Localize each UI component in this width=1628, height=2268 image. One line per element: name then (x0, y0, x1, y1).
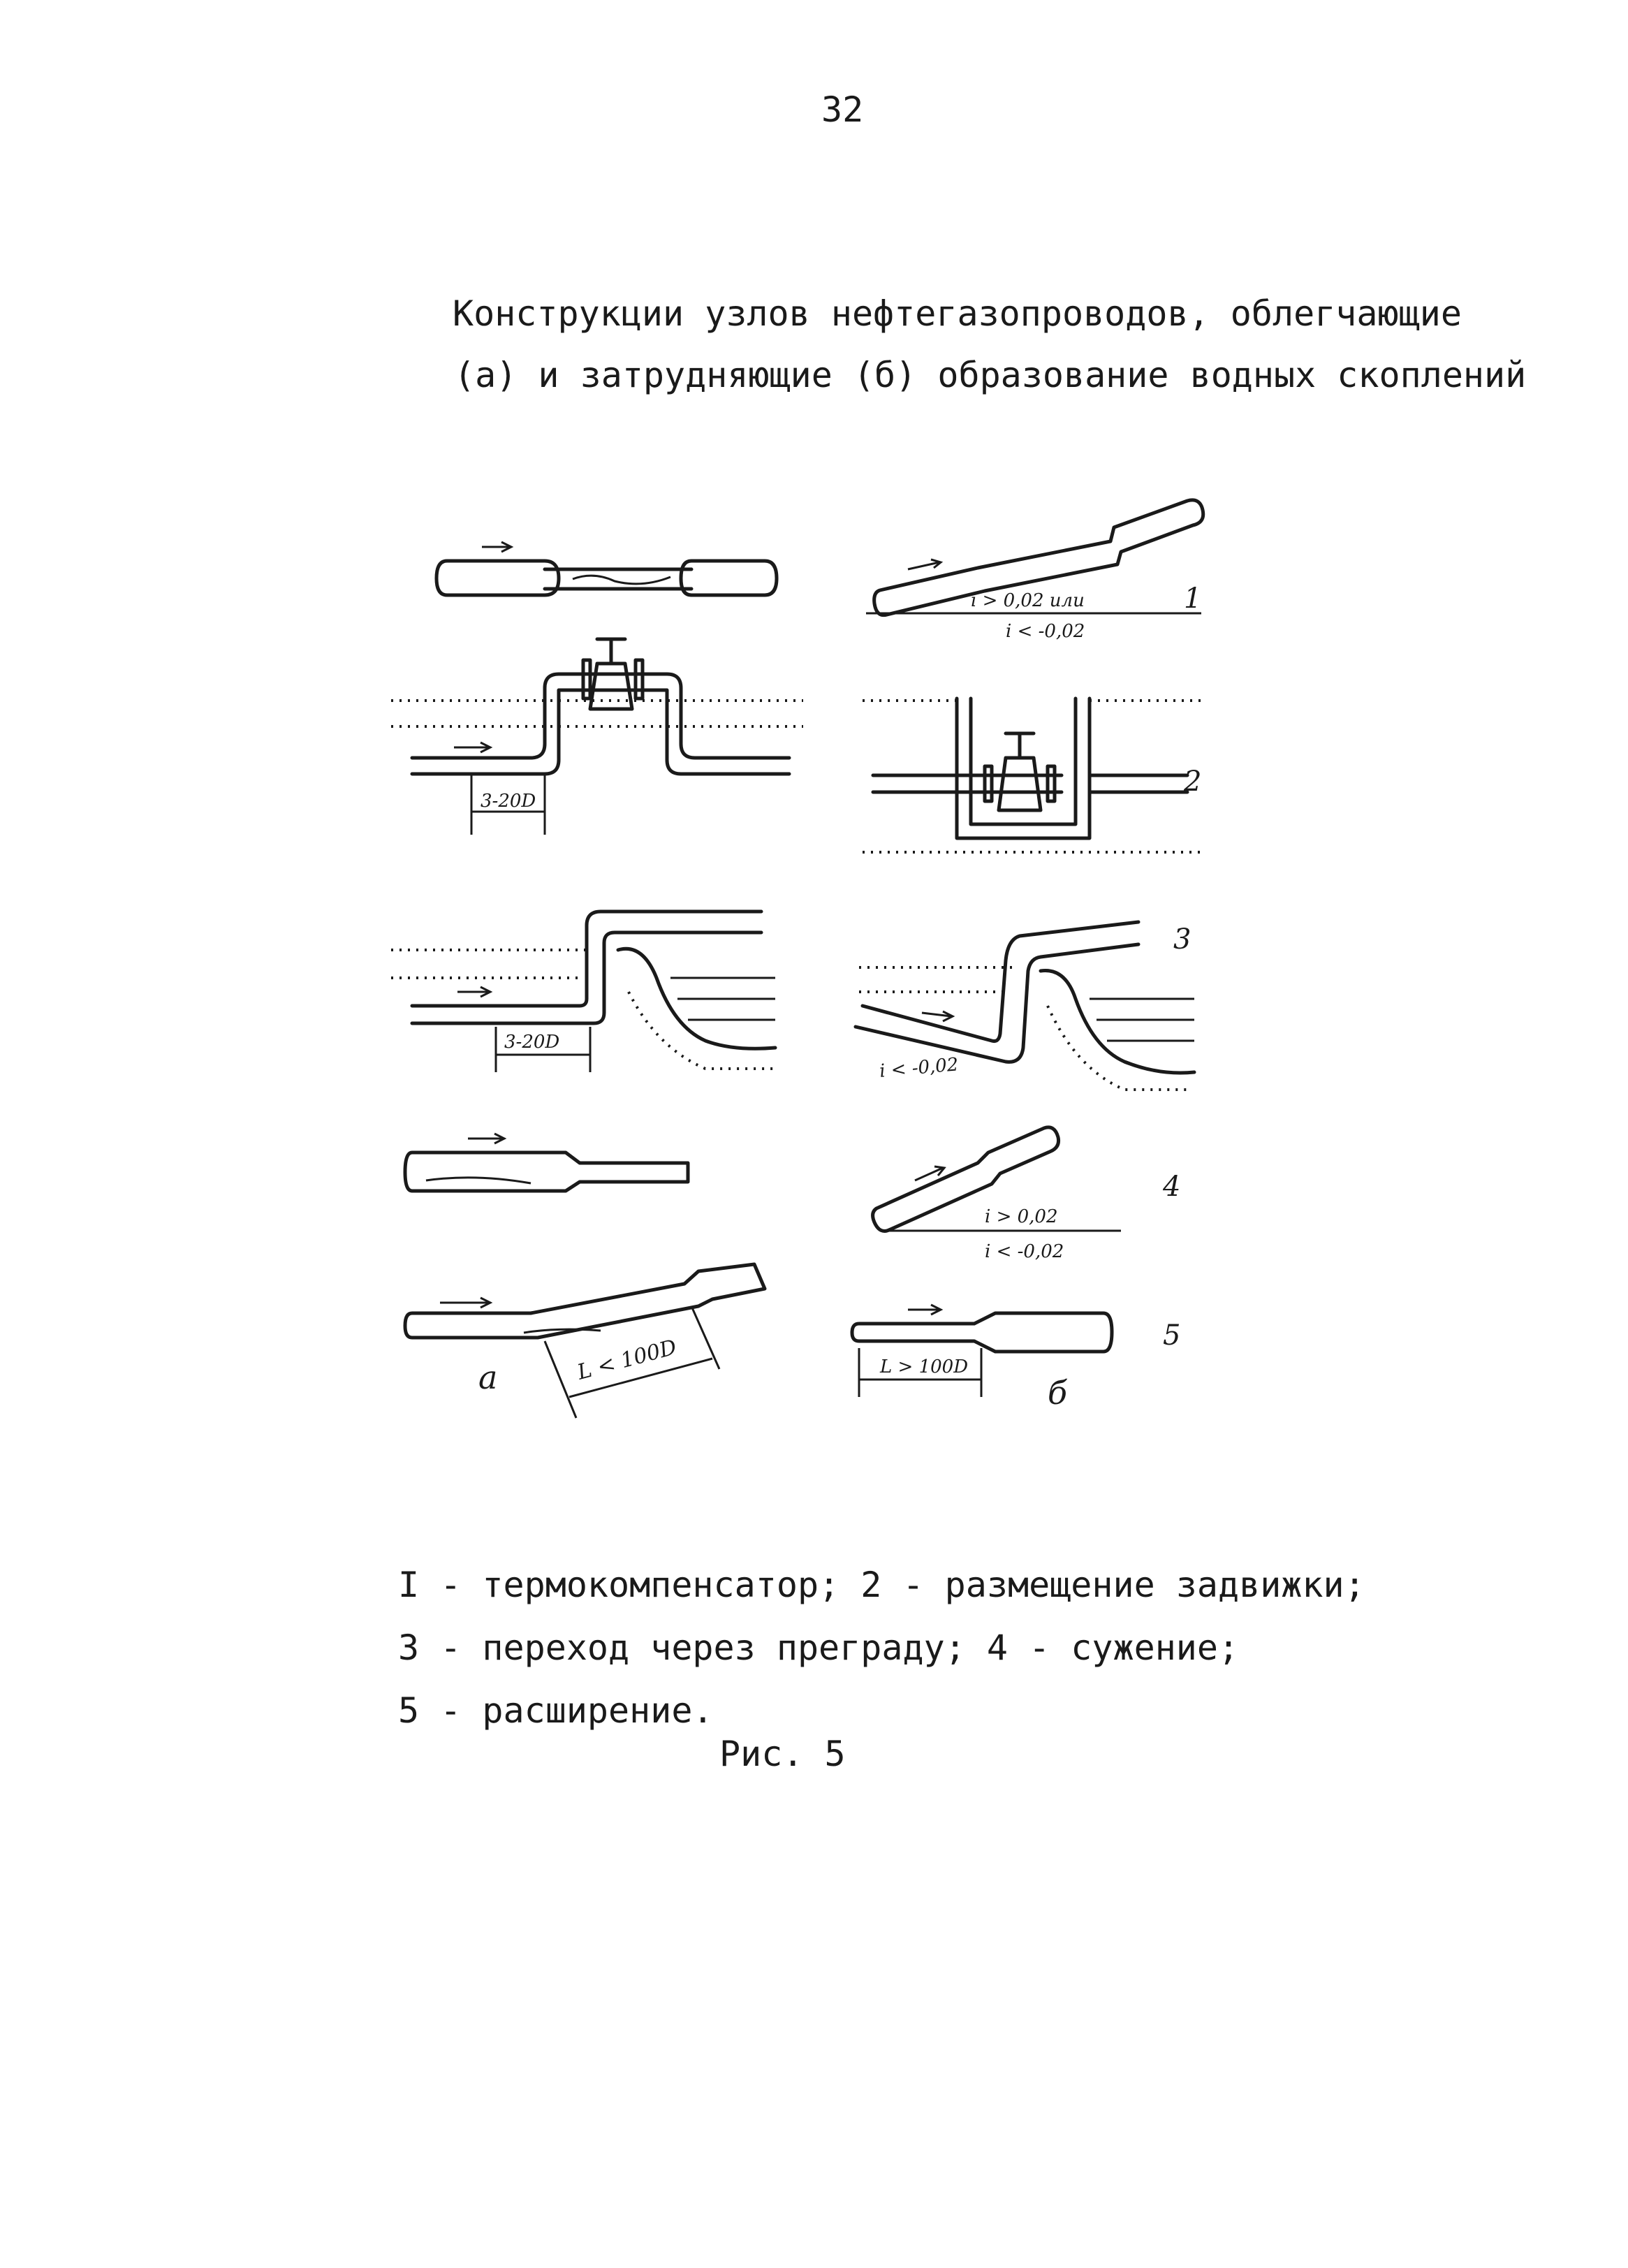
column-b-label: б (1048, 1374, 1068, 1412)
b-row1-slope-bottom: i < -0,02 (1006, 621, 1085, 642)
a-row5-expansion (405, 1264, 765, 1418)
b-row2-valve-chamber (863, 698, 1201, 852)
a-row3-obstacle-crossing (391, 912, 775, 1072)
a-row4-narrowing (405, 1134, 688, 1191)
b-row5-expansion (852, 1305, 1112, 1397)
row-number-2: 2 (1184, 766, 1202, 798)
a-row5-dimension: L < 100D (575, 1335, 680, 1385)
b-row3-slope: i < -0,02 (878, 1054, 960, 1082)
page-number: 32 (821, 89, 864, 130)
row-number-5: 5 (1163, 1319, 1181, 1352)
figure-caption: Рис. 5 (719, 1734, 846, 1774)
legend-line-1: I - термокомпенсатор; 2 - размещение задвижки; (398, 1565, 1365, 1605)
a-row2-dimension: 3-20D (481, 791, 536, 812)
row-number-4: 4 (1163, 1171, 1181, 1203)
row-number-3: 3 (1173, 923, 1191, 956)
b-row5-dimension: L > 100D (880, 1356, 969, 1377)
row-number-1: 1 (1184, 583, 1202, 615)
page-title-line-2: (а) и затрудняющие (б) образование водных скоплений (454, 355, 1527, 395)
a-row1-thermal-compensator (437, 542, 777, 595)
a-row2-valve-placement (391, 639, 803, 835)
b-row4-slope-bottom: i < -0,02 (985, 1241, 1064, 1262)
legend-line-2: 3 - переход через преграду; 4 - сужение; (398, 1627, 1240, 1668)
a-row3-dimension: 3-20D (504, 1032, 560, 1053)
page-title-line-1: Конструкции узлов нефтегазопроводов, облегчающие (453, 293, 1462, 334)
column-a-label: а (478, 1359, 498, 1396)
b-row1-slope-top: i > 0,02 или (971, 590, 1085, 611)
legend-line-3: 5 - расширение. (398, 1690, 714, 1731)
b-row4-slope-top: i > 0,02 (985, 1206, 1058, 1227)
